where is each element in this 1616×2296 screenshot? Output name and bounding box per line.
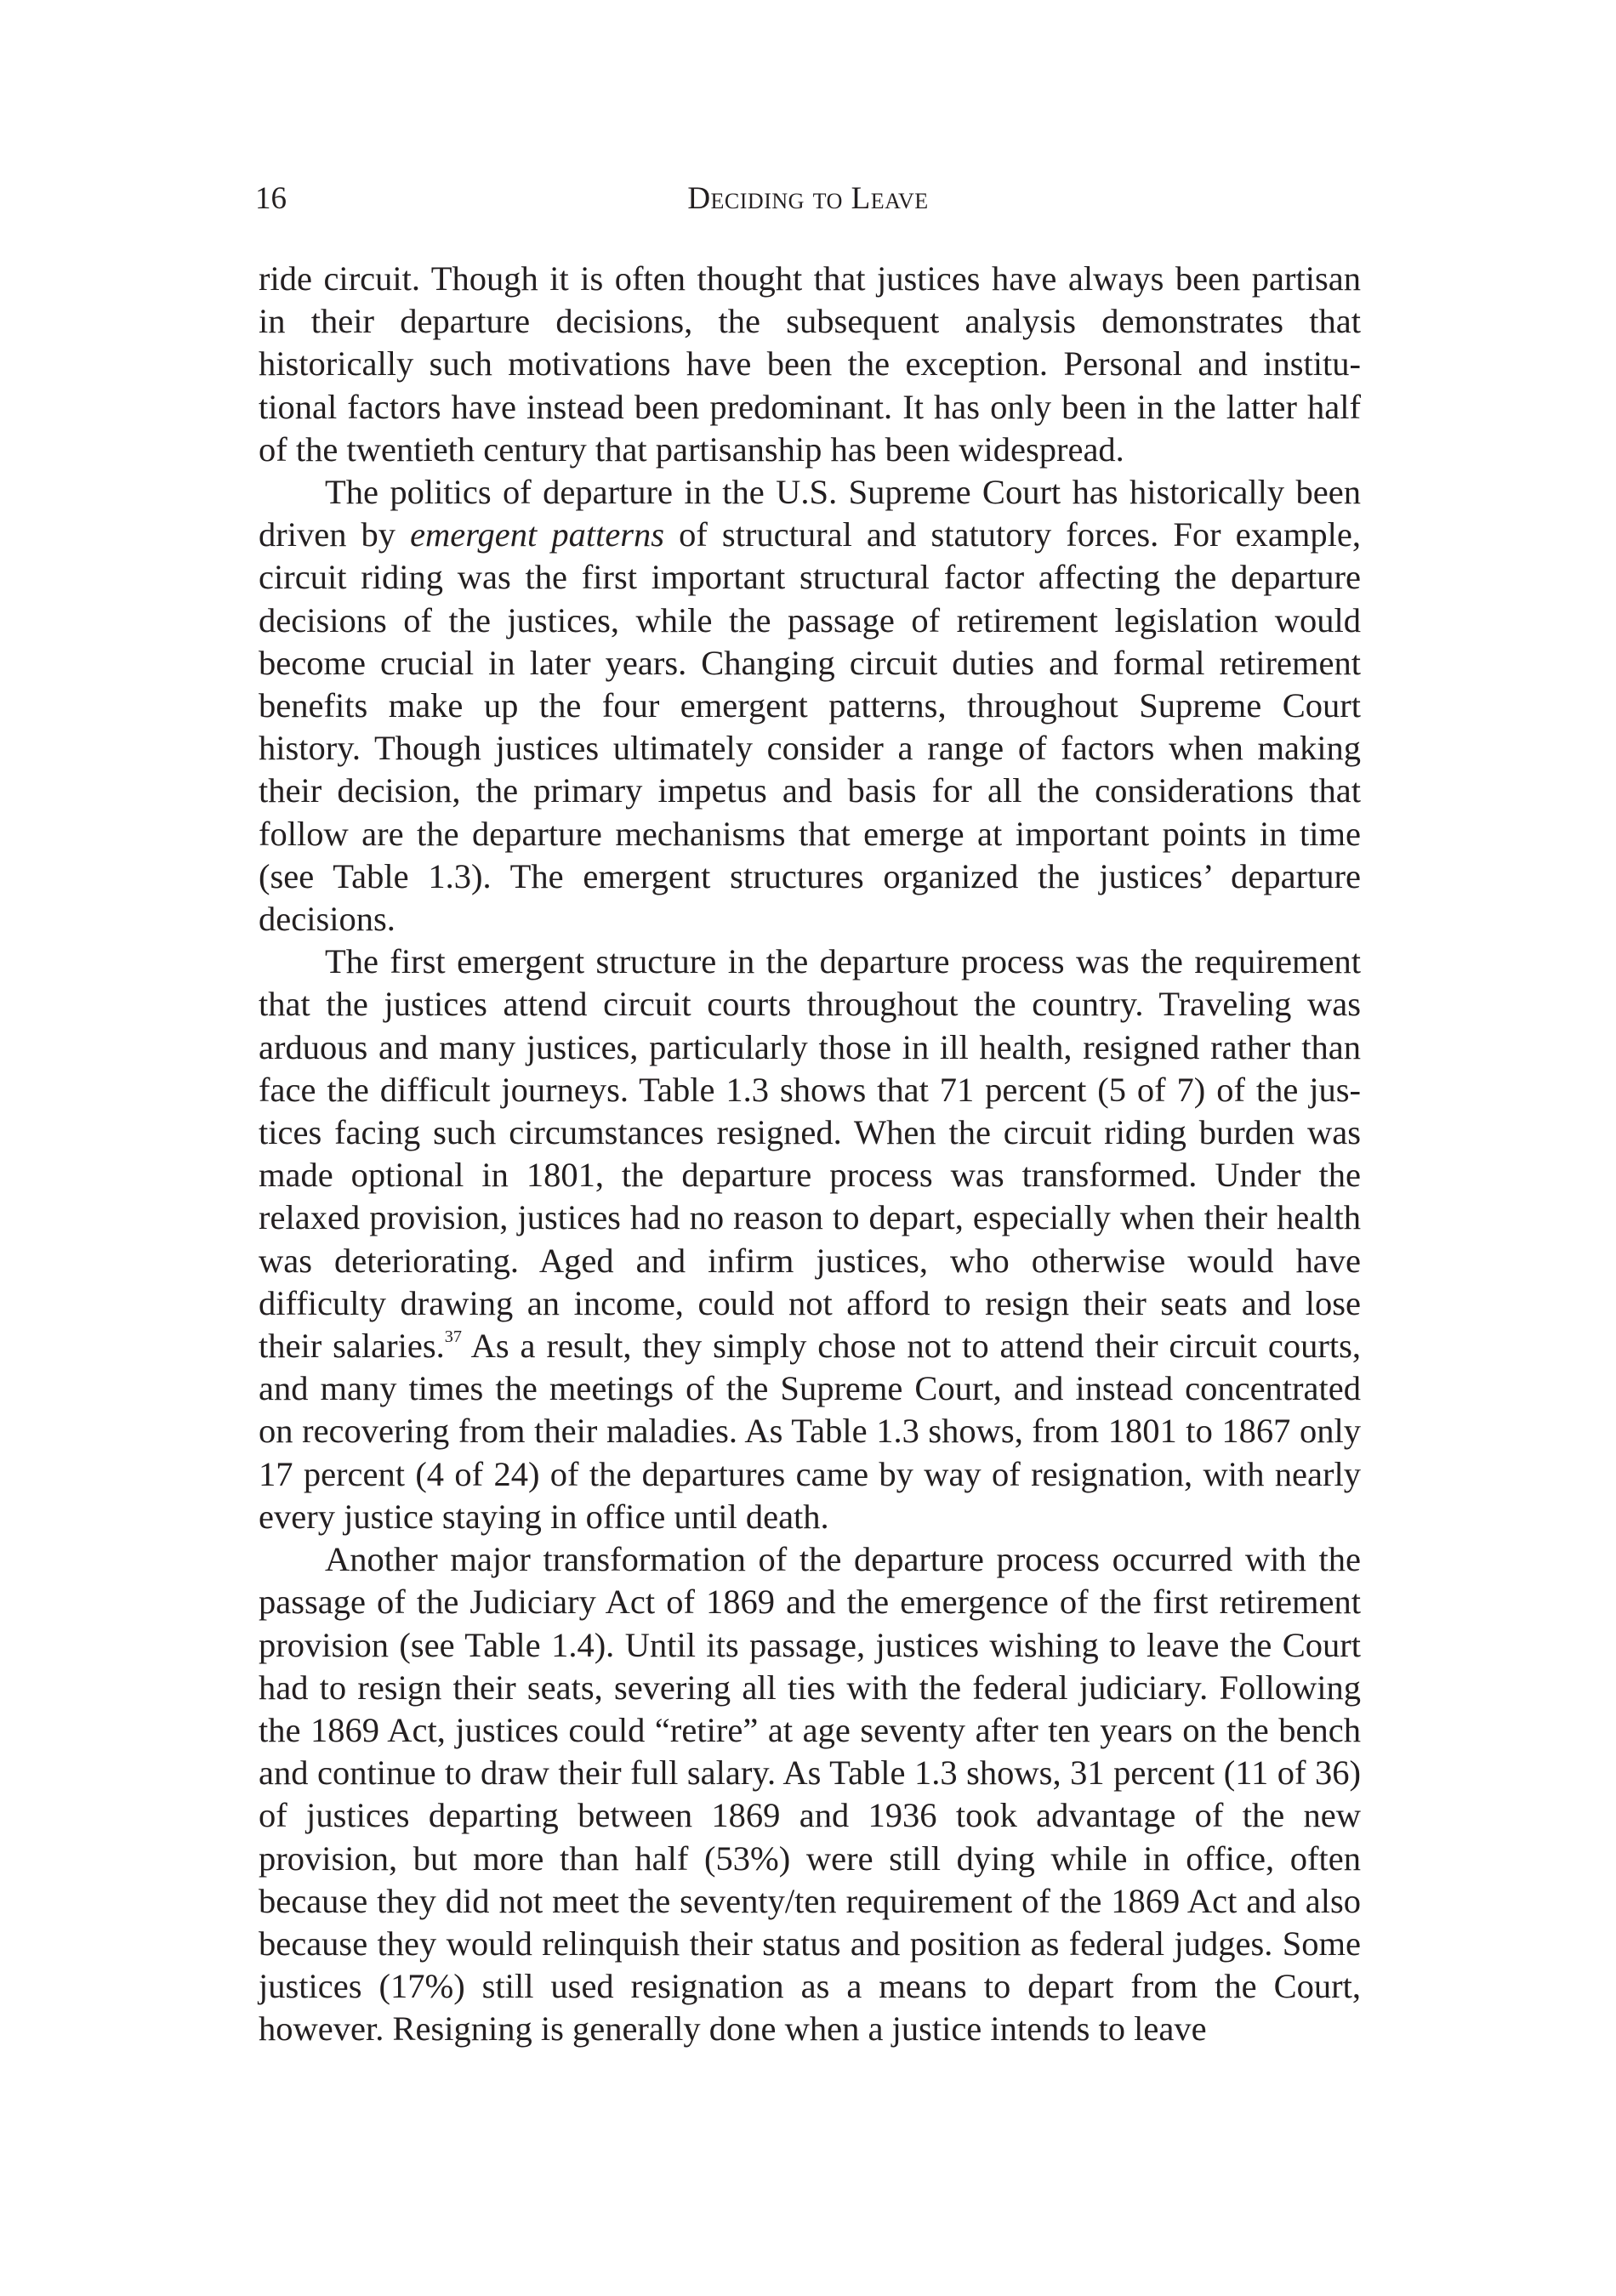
footnote-marker: 37 [444, 1327, 462, 1346]
paragraph-judiciary-act [259, 1538, 1361, 2050]
page-number: 16 [255, 181, 287, 216]
paragraph-text: Another major transformation of the departure process occurred with the passage of the Judiciary Act of 1869 and the emergence of the first retirement provision (see Table 1.4). Until its passage, justices wishing to leave the Court had to resign their seats, severing all ties with the federal judiciary. Following the 1869 Act, justices could “retire” at age seventy after ten years on the bench and continue to draw their full salary. As Table 1.3 shows, 31 percent (11 of 36) of justices departing between 1869 and 1936 took advantage of the new provision, but more than half (53%) were still dying while in office, often because they did not meet the seventy/ten requirement of the 1869 Act and also because they would relinquish their status and position as federal judges. Some justices (17%) still used resignation as a means to depart from the Court, however. Resigning is generally done when a justice intends to leave [259, 1540, 1361, 2049]
paragraph-text-after: As a result, they simply chose not to attend their circuit courts, and many times the meetings of the Supreme Court, and instead concentrated on recovering from their maladies. As Table 1.3 shows, from 1801 to 1867 only 17 percent (4 of 24) of the departures came by way of resignation, with nearly every justice staying in office until death. [259, 1327, 1361, 1536]
italic-emphasis: emergent patterns [410, 515, 665, 554]
paragraph-text-before: The politics of departure in the U.S. Supreme Court has historically been driven by [259, 473, 1361, 554]
paragraph-circuit-riding [259, 941, 1361, 1538]
running-head [255, 177, 1361, 228]
body-text [259, 258, 1361, 2051]
paragraph-continuation [259, 258, 1361, 471]
paragraph-text-before: The first emergent structure in the departure process was the requirement that the justices attend circuit courts throughout the country. Traveling was arduous and many justices, particularly those in ill health, resigned rather than face the difficult journeys. Table 1.3 shows that 71 percent (5 of 7) of the justices facing such circumstances resigned. When the circuit riding burden was made optional in 1801, the departure process was transformed. Under the relaxed provision, justices had no reason to depart, especially when their health was deteriorating. Aged and infirm justices, who otherwise would have difficulty drawing an income, could not afford to resign their seats and lose their salaries. [259, 942, 1361, 1366]
paragraph-text-after: of structural and statutory forces. For example, circuit riding was the first important structural factor affecting the departure decisions of the justices, while the passage of retirement legislation would become crucial in later years. Changing circuit duties and formal retirement benefits make up the four emergent patterns, throughout Supreme Court history. Though justices ultimately consider a range of factors when making their decision, the primary impetus and basis for all the considerations that follow are the departure mechanisms that emerge at important points in time (see Table 1.3). The emergent structures organized the justices’ departure decisions. [259, 515, 1361, 939]
paragraph-emergent-patterns [259, 471, 1361, 941]
paragraph-text: ride circuit. Though it is often thought that justices have always been partisan in their departure decisions, the subsequent analysis demonstrates that historically such motivations have been the exception. Personal and institutional factors have instead been predominant. It has only been in the latter half of the twentieth century that partisanship has been widespread. [259, 259, 1361, 469]
running-title: Deciding to Leave [687, 181, 929, 216]
